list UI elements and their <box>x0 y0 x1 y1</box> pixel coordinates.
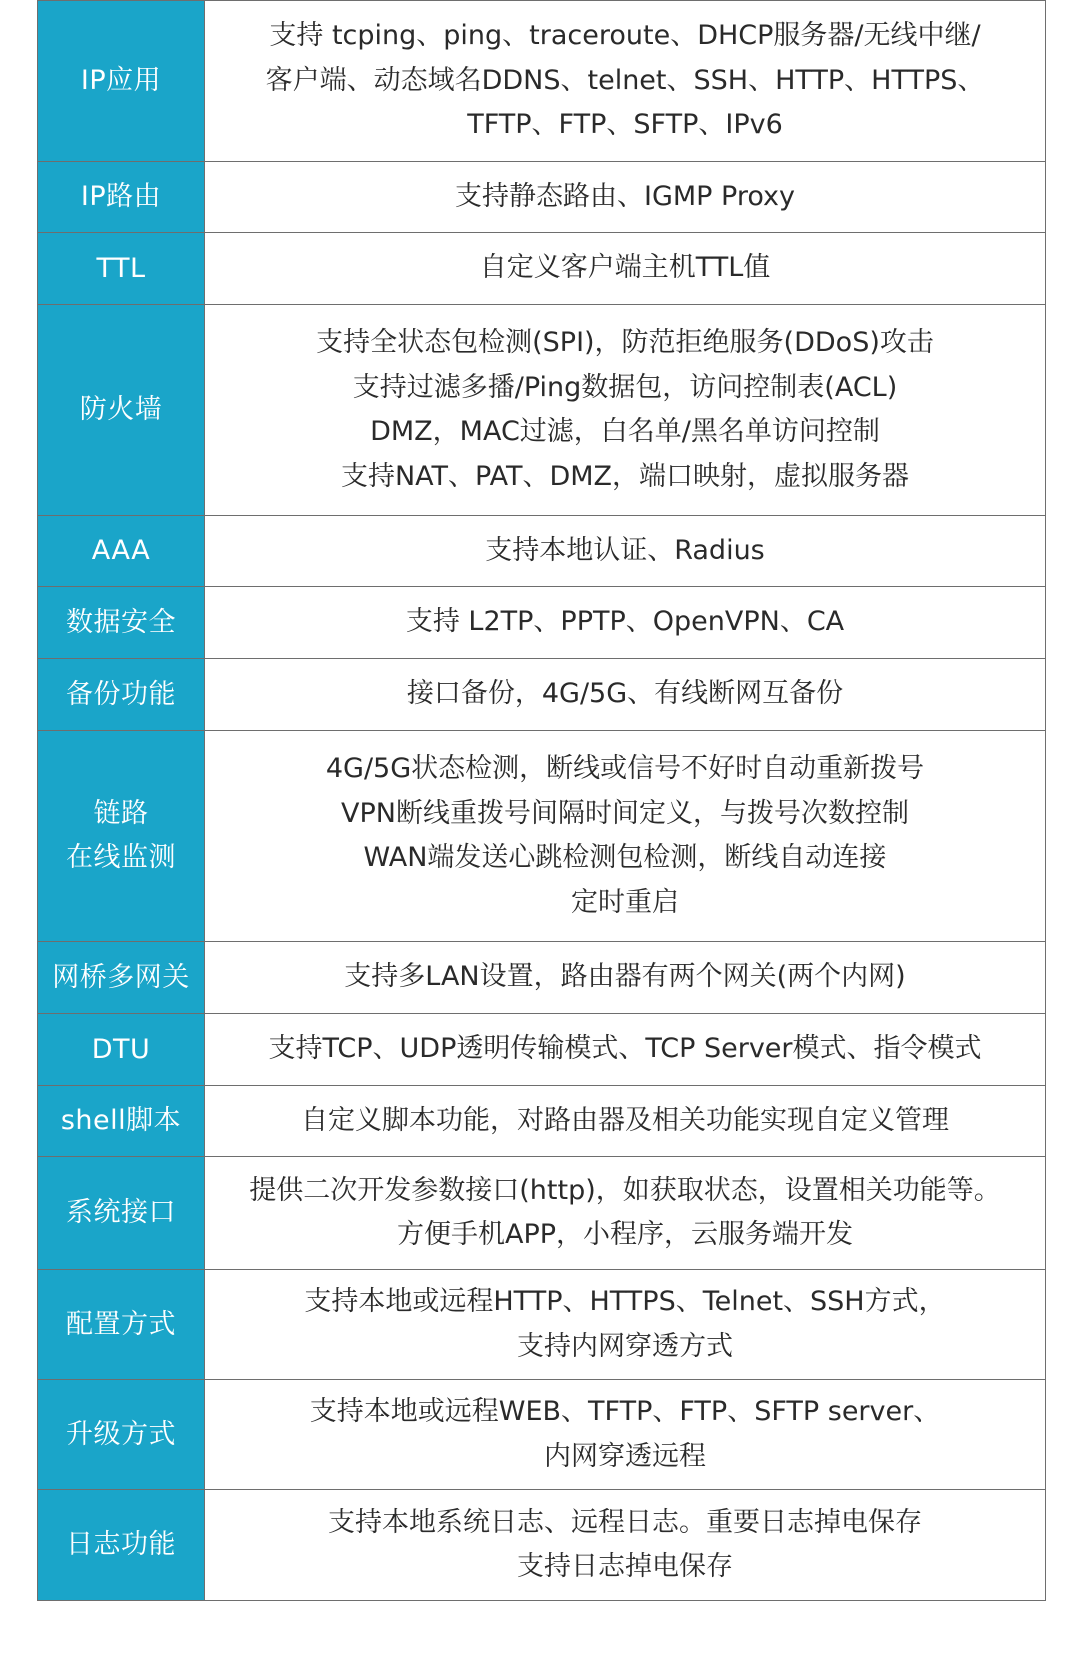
label-line: DTU <box>91 1033 151 1065</box>
value-line: 自定义脚本功能，对路由器及相关功能实现自定义管理 <box>301 1104 949 1136</box>
label-line: 升级方式 <box>66 1418 176 1450</box>
table-row <box>38 942 1046 1014</box>
value-line: 支持日志掉电保存 <box>517 1551 733 1582</box>
value-line: 支持过滤多播/Ping数据包，访问控制表(ACL) <box>352 371 898 403</box>
table-row <box>38 1 1046 162</box>
row-label <box>38 659 205 731</box>
value-line: 方便手机APP，小程序，云服务端开发 <box>396 1219 854 1250</box>
value-line: 支持TCP、UDP透明传输模式、TCP Server模式、指令模式 <box>268 1033 982 1065</box>
table-row <box>38 587 1046 659</box>
row-label <box>38 731 205 942</box>
row-label <box>38 233 205 305</box>
row-label <box>38 1380 205 1490</box>
table-row <box>38 1490 1046 1601</box>
label-line: 网桥多网关 <box>52 961 190 993</box>
value-line: 支持NAT、PAT、DMZ，端口映射，虚拟服务器 <box>340 460 910 492</box>
row-value <box>205 942 1046 1014</box>
table-row <box>38 1380 1046 1490</box>
row-label <box>38 1014 205 1086</box>
row-value <box>205 1490 1046 1601</box>
table-row <box>38 233 1046 305</box>
row-label <box>38 1 205 162</box>
table-row <box>38 659 1046 731</box>
label-line: 在线监测 <box>66 842 176 873</box>
row-label <box>38 516 205 587</box>
row-value <box>205 1086 1046 1157</box>
value-line: 提供二次开发参数接口(http)，如获取状态，设置相关功能等。 <box>249 1174 1001 1206</box>
row-value <box>205 1157 1046 1270</box>
label-line: 数据安全 <box>66 606 176 638</box>
value-line: 内网穿透远程 <box>544 1440 706 1472</box>
row-label <box>38 305 205 516</box>
value-line: 接口备份，4G/5G、有线断网互备份 <box>406 678 844 710</box>
value-line: 定时重启 <box>571 886 679 918</box>
row-label <box>38 1490 205 1601</box>
label-line: AAA <box>91 535 151 566</box>
row-label <box>38 1086 205 1157</box>
row-label <box>38 587 205 659</box>
value-line: 支持 L2TP、PPTP、OpenVPN、CA <box>405 606 845 638</box>
value-line: TFTP、FTP、SFTP、IPv6 <box>467 109 783 141</box>
table-row <box>38 162 1046 233</box>
value-line: 客户端、动态域名DDNS、telnet、SSH、HTTP、HTTPS、 <box>265 64 985 96</box>
row-value <box>205 305 1046 516</box>
row-value <box>205 162 1046 233</box>
row-value <box>205 659 1046 731</box>
row-label <box>38 1270 205 1380</box>
row-value <box>205 233 1046 305</box>
label-line: IP应用 <box>80 65 162 96</box>
value-line: 支持全状态包检测(SPI)，防范拒绝服务(DDoS)攻击 <box>316 327 934 358</box>
value-line: DMZ，MAC过滤，白名单/黑名单访问控制 <box>370 416 880 447</box>
row-value <box>205 1380 1046 1490</box>
value-line: 4G/5G状态检测，断线或信号不好时自动重新拨号 <box>325 753 925 784</box>
label-line: IP路由 <box>80 181 162 212</box>
row-value <box>205 1014 1046 1086</box>
table-row <box>38 1014 1046 1086</box>
value-line: 支持本地系统日志、远程日志。重要日志掉电保存 <box>328 1506 922 1538</box>
table-row <box>38 1086 1046 1157</box>
row-label <box>38 162 205 233</box>
row-value <box>205 1270 1046 1380</box>
value-line: 支持 tcping、ping、traceroute、DHCP服务器/无线中继/ <box>269 20 981 52</box>
value-line: WAN端发送心跳检测包检测，断线自动连接 <box>363 842 887 873</box>
row-value <box>205 731 1046 942</box>
table-row <box>38 1270 1046 1380</box>
value-line: VPN断线重拨号间隔时间定义，与拨号次数控制 <box>341 797 909 829</box>
label-line: 备份功能 <box>66 678 176 710</box>
label-line: 配置方式 <box>66 1308 176 1340</box>
row-value <box>205 516 1046 587</box>
spec-table-body <box>38 1 1046 1601</box>
value-line: 支持本地或远程WEB、TFTP、FTP、SFTP server、 <box>309 1396 941 1427</box>
row-value <box>205 587 1046 659</box>
label-line: TTL <box>96 252 146 284</box>
value-line: 支持内网穿透方式 <box>517 1330 733 1362</box>
table-row <box>38 516 1046 587</box>
value-line: 自定义客户端主机TTL值 <box>479 252 771 284</box>
label-line: 防火墙 <box>79 394 163 425</box>
value-line: 支持多LAN设置，路由器有两个网关(两个内网) <box>344 961 906 993</box>
table-row <box>38 305 1046 516</box>
label-line: 日志功能 <box>66 1529 176 1560</box>
label-line: 链路 <box>93 798 149 829</box>
label-line: 系统接口 <box>66 1197 176 1228</box>
table-row <box>38 1157 1046 1270</box>
spec-table <box>37 0 1046 1601</box>
value-line: 支持静态路由、IGMP Proxy <box>454 180 795 212</box>
row-value <box>205 1 1046 162</box>
value-line: 支持本地或远程HTTP、HTTPS、Telnet、SSH方式， <box>304 1286 946 1317</box>
label-line: shell脚本 <box>60 1105 182 1136</box>
row-label <box>38 1157 205 1270</box>
value-line: 支持本地认证、Radius <box>485 534 765 566</box>
row-label <box>38 942 205 1014</box>
table-row <box>38 731 1046 942</box>
